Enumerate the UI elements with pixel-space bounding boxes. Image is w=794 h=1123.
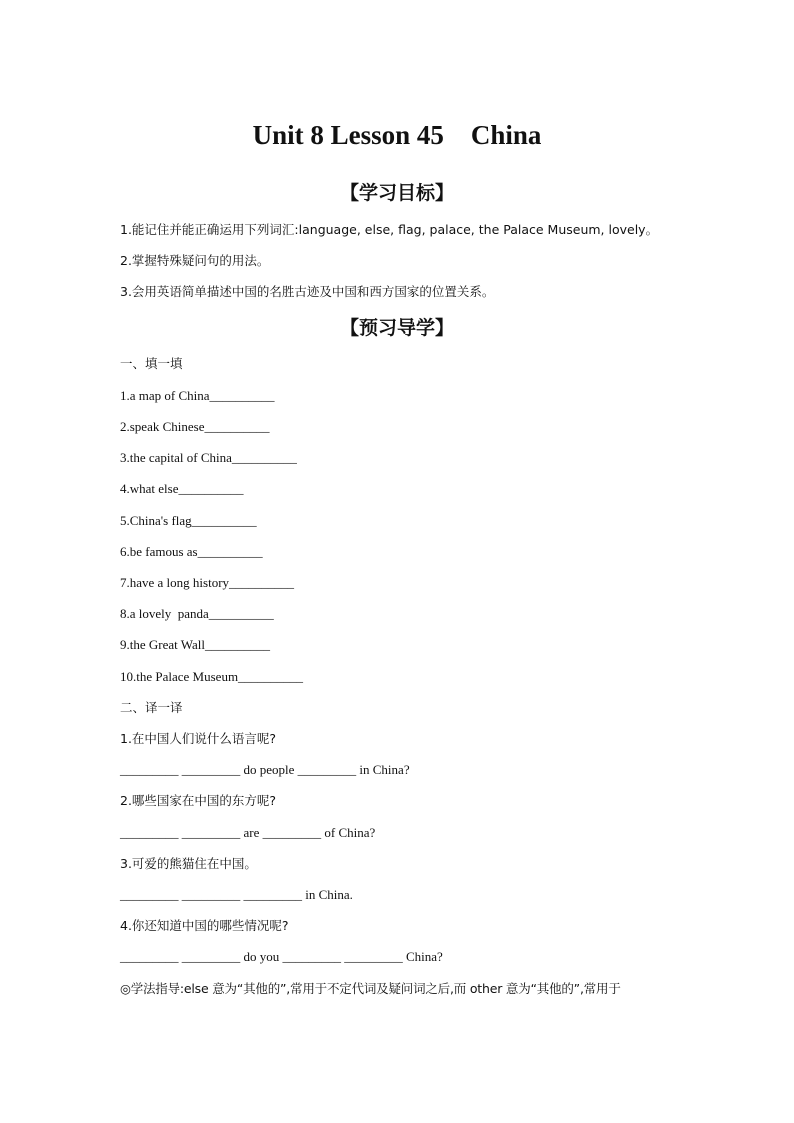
objectives-heading: 【学习目标】 bbox=[339, 182, 454, 204]
translate-question-1: 1.在中国人们说什么语言呢? bbox=[120, 731, 277, 746]
page-title: Unit 8 Lesson 45 China bbox=[252, 120, 542, 150]
fill-item-9: 9.the Great Wall__________ bbox=[120, 637, 270, 652]
fill-item-7: 7.have a long history__________ bbox=[120, 575, 295, 590]
fill-item-10: 10.the Palace Museum__________ bbox=[120, 669, 304, 684]
fill-item-5: 5.China's flag__________ bbox=[120, 513, 257, 528]
fill-item-4: 4.what else__________ bbox=[120, 481, 244, 496]
part2-heading: 二、译一译 bbox=[120, 700, 183, 715]
fill-item-8: 8.a lovely panda__________ bbox=[120, 606, 274, 621]
translate-question-4: 4.你还知道中国的哪些情况呢? bbox=[120, 918, 289, 933]
translate-answer-4: _________ _________ do you _________ _________ China? bbox=[120, 949, 443, 964]
objective-item-2: 2.掌握特殊疑问句的用法。 bbox=[120, 253, 270, 268]
fill-item-1: 1.a map of China__________ bbox=[120, 388, 275, 403]
translate-answer-1: _________ _________ do people _________ in China? bbox=[120, 762, 410, 777]
fill-item-3: 3.the capital of China__________ bbox=[120, 450, 297, 465]
preview-heading: 【预习导学】 bbox=[339, 317, 454, 339]
translate-question-3: 3.可爱的熊猫住在中国。 bbox=[120, 856, 257, 871]
translate-answer-3: _________ _________ _________ in China. bbox=[120, 887, 353, 902]
study-tip: ◎学法指导:else 意为“其他的”,常用于不定代词及疑问词之后,而 other 意为“其他的”,常用于 bbox=[120, 981, 621, 996]
fill-item-2: 2.speak Chinese__________ bbox=[120, 419, 270, 434]
fill-item-6: 6.be famous as__________ bbox=[120, 544, 263, 559]
translate-question-2: 2.哪些国家在中国的东方呢? bbox=[120, 793, 277, 808]
translate-answer-2: _________ _________ are _________ of China? bbox=[120, 825, 376, 840]
part1-heading: 一、填一填 bbox=[120, 356, 183, 371]
objective-item-3: 3.会用英语简单描述中国的名胜古迹及中国和西方国家的位置关系。 bbox=[120, 284, 495, 299]
objective-item-1: 1.能记住并能正确运用下列词汇:language, else, flag, palace, the Palace Museum, lovely。 bbox=[120, 222, 659, 237]
